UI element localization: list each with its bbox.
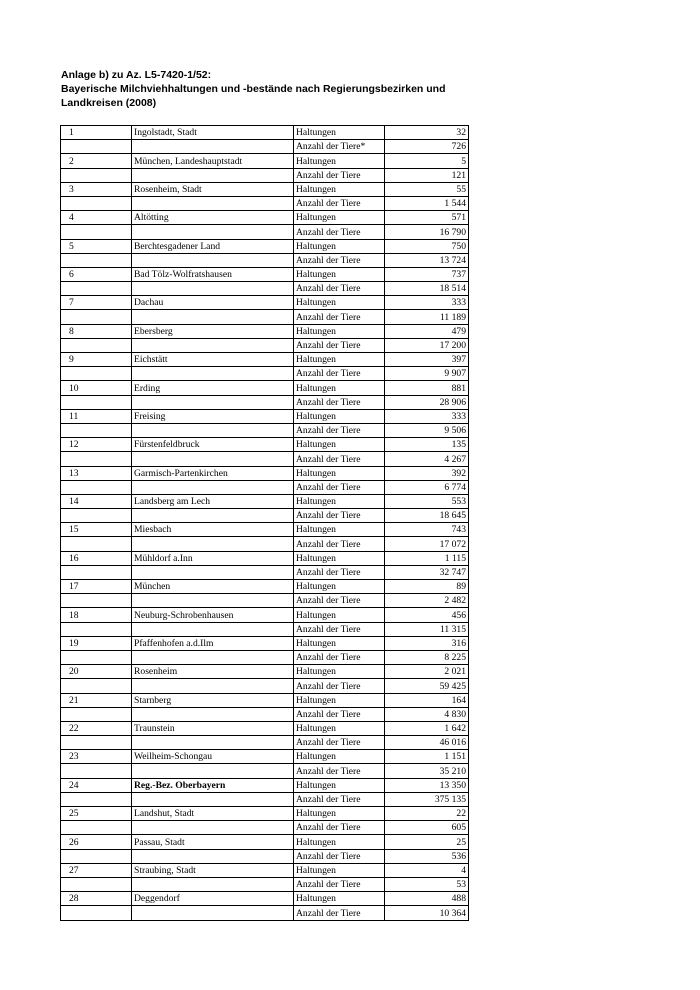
empty-cell <box>132 367 294 381</box>
row-number: 10 <box>61 381 132 395</box>
haltungen-label: Haltungen <box>294 324 385 338</box>
tiere-label: Anzahl der Tiere <box>294 395 385 409</box>
empty-cell <box>132 282 294 296</box>
table-row-tiere <box>61 196 469 210</box>
table-row-tiere <box>61 310 469 324</box>
tiere-label: Anzahl der Tiere <box>294 509 385 523</box>
empty-cell <box>61 877 132 891</box>
empty-cell <box>61 509 132 523</box>
district-name: München, Landeshauptstadt <box>132 154 294 168</box>
heading-line-1: Anlage b) zu Az. L5-7420-1/52: <box>61 69 212 81</box>
district-name: Berchtesgadener Land <box>132 239 294 253</box>
empty-cell <box>61 736 132 750</box>
table-row-tiere <box>61 537 469 551</box>
haltungen-label: Haltungen <box>294 296 385 310</box>
table-row-haltungen <box>61 807 469 821</box>
district-name: Erding <box>132 381 294 395</box>
tiere-value: 9 506 <box>385 423 469 437</box>
tiere-value: 59 425 <box>385 679 469 693</box>
district-name: Weilheim-Schongau <box>132 750 294 764</box>
tiere-value: 46 016 <box>385 736 469 750</box>
haltungen-label: Haltungen <box>294 693 385 707</box>
haltungen-label: Haltungen <box>294 239 385 253</box>
tiere-label: Anzahl der Tiere <box>294 480 385 494</box>
empty-cell <box>132 509 294 523</box>
empty-cell <box>132 168 294 182</box>
empty-cell <box>132 196 294 210</box>
haltungen-label: Haltungen <box>294 863 385 877</box>
tiere-value: 536 <box>385 849 469 863</box>
empty-cell <box>61 225 132 239</box>
table-row-tiere <box>61 253 469 267</box>
district-name: Reg.-Bez. Oberbayern <box>132 778 294 792</box>
row-number: 6 <box>61 267 132 281</box>
tiere-value: 13 724 <box>385 253 469 267</box>
tiere-label: Anzahl der Tiere <box>294 282 385 296</box>
district-name: Miesbach <box>132 523 294 537</box>
table-row-haltungen <box>61 863 469 877</box>
table-row-haltungen <box>61 665 469 679</box>
row-number: 5 <box>61 239 132 253</box>
tiere-value: 28 906 <box>385 395 469 409</box>
tiere-value: 9 907 <box>385 367 469 381</box>
empty-cell <box>61 622 132 636</box>
haltungen-label: Haltungen <box>294 807 385 821</box>
row-number: 7 <box>61 296 132 310</box>
haltungen-value: 1 115 <box>385 551 469 565</box>
haltungen-value: 397 <box>385 353 469 367</box>
tiere-label: Anzahl der Tiere <box>294 650 385 664</box>
haltungen-value: 571 <box>385 211 469 225</box>
table-row-haltungen <box>61 466 469 480</box>
tiere-value: 17 072 <box>385 537 469 551</box>
row-number: 25 <box>61 807 132 821</box>
tiere-value: 605 <box>385 821 469 835</box>
haltungen-label: Haltungen <box>294 353 385 367</box>
haltungen-label: Haltungen <box>294 438 385 452</box>
row-number: 8 <box>61 324 132 338</box>
haltungen-value: 55 <box>385 182 469 196</box>
haltungen-value: 456 <box>385 608 469 622</box>
haltungen-label: Haltungen <box>294 466 385 480</box>
haltungen-label: Haltungen <box>294 494 385 508</box>
haltungen-value: 2 021 <box>385 665 469 679</box>
tiere-label: Anzahl der Tiere <box>294 338 385 352</box>
table-row-haltungen <box>61 778 469 792</box>
haltungen-value: 1 642 <box>385 721 469 735</box>
empty-cell <box>61 480 132 494</box>
haltungen-value: 743 <box>385 523 469 537</box>
district-name: Freising <box>132 409 294 423</box>
empty-cell <box>61 395 132 409</box>
tiere-label: Anzahl der Tiere <box>294 423 385 437</box>
empty-cell <box>61 168 132 182</box>
district-name: Garmisch-Partenkirchen <box>132 466 294 480</box>
table-row-tiere <box>61 509 469 523</box>
district-name: Pfaffenhofen a.d.Ilm <box>132 636 294 650</box>
row-number: 20 <box>61 665 132 679</box>
district-name: Passau, Stadt <box>132 835 294 849</box>
haltungen-label: Haltungen <box>294 381 385 395</box>
tiere-value: 10 364 <box>385 906 469 920</box>
table-row-haltungen <box>61 494 469 508</box>
table-body <box>61 126 469 921</box>
table-row-haltungen <box>61 381 469 395</box>
tiere-value: 2 482 <box>385 594 469 608</box>
district-name: Altötting <box>132 211 294 225</box>
empty-cell <box>61 367 132 381</box>
tiere-label: Anzahl der Tiere <box>294 310 385 324</box>
table-row-tiere <box>61 480 469 494</box>
table-row-tiere <box>61 282 469 296</box>
empty-cell <box>61 764 132 778</box>
table-row-haltungen <box>61 126 469 140</box>
row-number: 4 <box>61 211 132 225</box>
empty-cell <box>132 565 294 579</box>
tiere-label: Anzahl der Tiere <box>294 196 385 210</box>
empty-cell <box>61 650 132 664</box>
tiere-label: Anzahl der Tiere <box>294 821 385 835</box>
table-row-haltungen <box>61 721 469 735</box>
document-heading <box>61 68 661 110</box>
tiere-value: 16 790 <box>385 225 469 239</box>
row-number: 23 <box>61 750 132 764</box>
empty-cell <box>132 423 294 437</box>
haltungen-value: 135 <box>385 438 469 452</box>
tiere-label: Anzahl der Tiere <box>294 168 385 182</box>
table-row-haltungen <box>61 580 469 594</box>
empty-cell <box>61 452 132 466</box>
row-number: 13 <box>61 466 132 480</box>
empty-cell <box>132 877 294 891</box>
empty-cell <box>61 906 132 920</box>
haltungen-label: Haltungen <box>294 636 385 650</box>
table-row-haltungen <box>61 239 469 253</box>
haltungen-label: Haltungen <box>294 778 385 792</box>
table-row-haltungen <box>61 551 469 565</box>
table-row-tiere <box>61 906 469 920</box>
haltungen-label: Haltungen <box>294 409 385 423</box>
district-name: Landsberg am Lech <box>132 494 294 508</box>
empty-cell <box>61 196 132 210</box>
tiere-value: 18 514 <box>385 282 469 296</box>
empty-cell <box>132 338 294 352</box>
empty-cell <box>132 821 294 835</box>
table-row-haltungen <box>61 353 469 367</box>
table-row-tiere <box>61 395 469 409</box>
table-row-tiere <box>61 650 469 664</box>
table-row-tiere <box>61 679 469 693</box>
tiere-label: Anzahl der Tiere <box>294 565 385 579</box>
row-number: 3 <box>61 182 132 196</box>
empty-cell <box>132 310 294 324</box>
haltungen-label: Haltungen <box>294 551 385 565</box>
row-number: 16 <box>61 551 132 565</box>
tiere-value: 32 747 <box>385 565 469 579</box>
empty-cell <box>132 537 294 551</box>
tiere-label: Anzahl der Tiere <box>294 792 385 806</box>
district-name: Straubing, Stadt <box>132 863 294 877</box>
empty-cell <box>61 338 132 352</box>
empty-cell <box>132 679 294 693</box>
empty-cell <box>61 253 132 267</box>
empty-cell <box>132 650 294 664</box>
empty-cell <box>61 565 132 579</box>
tiere-label: Anzahl der Tiere <box>294 764 385 778</box>
tiere-label: Anzahl der Tiere* <box>294 140 385 154</box>
empty-cell <box>132 736 294 750</box>
district-name: Starnberg <box>132 693 294 707</box>
tiere-value: 11 189 <box>385 310 469 324</box>
tiere-value: 6 774 <box>385 480 469 494</box>
table-row-haltungen <box>61 636 469 650</box>
empty-cell <box>132 395 294 409</box>
empty-cell <box>61 849 132 863</box>
district-name: Dachau <box>132 296 294 310</box>
district-name: Ebersberg <box>132 324 294 338</box>
empty-cell <box>132 622 294 636</box>
haltungen-value: 164 <box>385 693 469 707</box>
tiere-label: Anzahl der Tiere <box>294 225 385 239</box>
table-row-haltungen <box>61 693 469 707</box>
district-name: Neuburg-Schrobenhausen <box>132 608 294 622</box>
row-number: 11 <box>61 409 132 423</box>
district-name: Deggendorf <box>132 892 294 906</box>
row-number: 24 <box>61 778 132 792</box>
haltungen-value: 333 <box>385 409 469 423</box>
table-row-tiere <box>61 877 469 891</box>
table-row-tiere <box>61 423 469 437</box>
tiere-value: 18 645 <box>385 509 469 523</box>
empty-cell <box>61 707 132 721</box>
tiere-label: Anzahl der Tiere <box>294 452 385 466</box>
haltungen-value: 479 <box>385 324 469 338</box>
table-row-tiere <box>61 168 469 182</box>
haltungen-label: Haltungen <box>294 750 385 764</box>
haltungen-value: 89 <box>385 580 469 594</box>
tiere-label: Anzahl der Tiere <box>294 367 385 381</box>
tiere-label: Anzahl der Tiere <box>294 736 385 750</box>
table-row-haltungen <box>61 608 469 622</box>
empty-cell <box>61 310 132 324</box>
table-row-haltungen <box>61 267 469 281</box>
table-row-tiere <box>61 707 469 721</box>
row-number: 26 <box>61 835 132 849</box>
tiere-value: 8 225 <box>385 650 469 664</box>
table-row-haltungen <box>61 835 469 849</box>
row-number: 28 <box>61 892 132 906</box>
tiere-value: 11 315 <box>385 622 469 636</box>
empty-cell <box>61 140 132 154</box>
row-number: 9 <box>61 353 132 367</box>
haltungen-label: Haltungen <box>294 126 385 140</box>
table-row-haltungen <box>61 182 469 196</box>
haltungen-value: 25 <box>385 835 469 849</box>
row-number: 15 <box>61 523 132 537</box>
tiere-label: Anzahl der Tiere <box>294 906 385 920</box>
tiere-label: Anzahl der Tiere <box>294 537 385 551</box>
empty-cell <box>132 225 294 239</box>
row-number: 14 <box>61 494 132 508</box>
district-name: Rosenheim, Stadt <box>132 182 294 196</box>
tiere-value: 4 830 <box>385 707 469 721</box>
table-row-tiere <box>61 792 469 806</box>
empty-cell <box>61 792 132 806</box>
table-row-tiere <box>61 821 469 835</box>
table-row-tiere <box>61 338 469 352</box>
district-name: Bad Tölz-Wolfratshausen <box>132 267 294 281</box>
table-row-haltungen <box>61 296 469 310</box>
haltungen-value: 13 350 <box>385 778 469 792</box>
haltungen-value: 32 <box>385 126 469 140</box>
table-row-haltungen <box>61 409 469 423</box>
empty-cell <box>61 537 132 551</box>
haltungen-label: Haltungen <box>294 721 385 735</box>
row-number: 1 <box>61 126 132 140</box>
haltungen-label: Haltungen <box>294 580 385 594</box>
table-row-tiere <box>61 225 469 239</box>
tiere-label: Anzahl der Tiere <box>294 707 385 721</box>
tiere-value: 4 267 <box>385 452 469 466</box>
haltungen-label: Haltungen <box>294 835 385 849</box>
tiere-value: 1 544 <box>385 196 469 210</box>
table-row-tiere <box>61 565 469 579</box>
haltungen-label: Haltungen <box>294 892 385 906</box>
row-number: 22 <box>61 721 132 735</box>
tiere-value: 53 <box>385 877 469 891</box>
tiere-value: 726 <box>385 140 469 154</box>
haltungen-label: Haltungen <box>294 267 385 281</box>
row-number: 27 <box>61 863 132 877</box>
table-row-tiere <box>61 594 469 608</box>
district-name: Rosenheim <box>132 665 294 679</box>
table-row-haltungen <box>61 892 469 906</box>
empty-cell <box>61 282 132 296</box>
district-name: Eichstätt <box>132 353 294 367</box>
table-row-haltungen <box>61 211 469 225</box>
row-number: 18 <box>61 608 132 622</box>
table-row-tiere <box>61 367 469 381</box>
tiere-label: Anzahl der Tiere <box>294 679 385 693</box>
haltungen-label: Haltungen <box>294 154 385 168</box>
empty-cell <box>61 679 132 693</box>
row-number: 2 <box>61 154 132 168</box>
haltungen-value: 1 151 <box>385 750 469 764</box>
table-row-haltungen <box>61 324 469 338</box>
haltungen-label: Haltungen <box>294 182 385 196</box>
haltungen-value: 750 <box>385 239 469 253</box>
empty-cell <box>132 707 294 721</box>
haltungen-label: Haltungen <box>294 523 385 537</box>
haltungen-value: 737 <box>385 267 469 281</box>
tiere-value: 121 <box>385 168 469 182</box>
tiere-label: Anzahl der Tiere <box>294 849 385 863</box>
district-name: München <box>132 580 294 594</box>
haltungen-value: 392 <box>385 466 469 480</box>
table-row-haltungen <box>61 523 469 537</box>
haltungen-value: 5 <box>385 154 469 168</box>
row-number: 19 <box>61 636 132 650</box>
haltungen-value: 316 <box>385 636 469 650</box>
haltungen-value: 333 <box>385 296 469 310</box>
row-number: 12 <box>61 438 132 452</box>
haltungen-value: 488 <box>385 892 469 906</box>
heading-line-3: Landkreisen (2008) <box>61 97 157 109</box>
tiere-label: Anzahl der Tiere <box>294 253 385 267</box>
empty-cell <box>61 423 132 437</box>
table-row-haltungen <box>61 438 469 452</box>
tiere-label: Anzahl der Tiere <box>294 877 385 891</box>
empty-cell <box>132 140 294 154</box>
milk-cattle-table <box>60 125 469 921</box>
empty-cell <box>132 906 294 920</box>
table-row-haltungen <box>61 750 469 764</box>
row-number: 21 <box>61 693 132 707</box>
empty-cell <box>61 821 132 835</box>
district-name: Mühldorf a.Inn <box>132 551 294 565</box>
haltungen-label: Haltungen <box>294 608 385 622</box>
haltungen-label: Haltungen <box>294 665 385 679</box>
haltungen-value: 553 <box>385 494 469 508</box>
table-row-tiere <box>61 849 469 863</box>
heading-line-2: Bayerische Milchviehhaltungen und -bestände nach Regierungsbezirken und <box>61 83 446 95</box>
tiere-value: 375 135 <box>385 792 469 806</box>
haltungen-value: 22 <box>385 807 469 821</box>
haltungen-value: 4 <box>385 863 469 877</box>
tiere-label: Anzahl der Tiere <box>294 594 385 608</box>
table-row-tiere <box>61 140 469 154</box>
empty-cell <box>132 792 294 806</box>
table-row-tiere <box>61 622 469 636</box>
district-name: Ingolstadt, Stadt <box>132 126 294 140</box>
empty-cell <box>132 849 294 863</box>
empty-cell <box>132 480 294 494</box>
table-row-haltungen <box>61 154 469 168</box>
empty-cell <box>132 452 294 466</box>
table-row-tiere <box>61 764 469 778</box>
tiere-value: 35 210 <box>385 764 469 778</box>
empty-cell <box>132 253 294 267</box>
table-row-tiere <box>61 452 469 466</box>
tiere-label: Anzahl der Tiere <box>294 622 385 636</box>
tiere-value: 17 200 <box>385 338 469 352</box>
district-name: Landshut, Stadt <box>132 807 294 821</box>
row-number: 17 <box>61 580 132 594</box>
district-name: Traunstein <box>132 721 294 735</box>
district-name: Fürstenfeldbruck <box>132 438 294 452</box>
empty-cell <box>132 594 294 608</box>
empty-cell <box>132 764 294 778</box>
haltungen-label: Haltungen <box>294 211 385 225</box>
empty-cell <box>61 594 132 608</box>
table-row-tiere <box>61 736 469 750</box>
haltungen-value: 881 <box>385 381 469 395</box>
